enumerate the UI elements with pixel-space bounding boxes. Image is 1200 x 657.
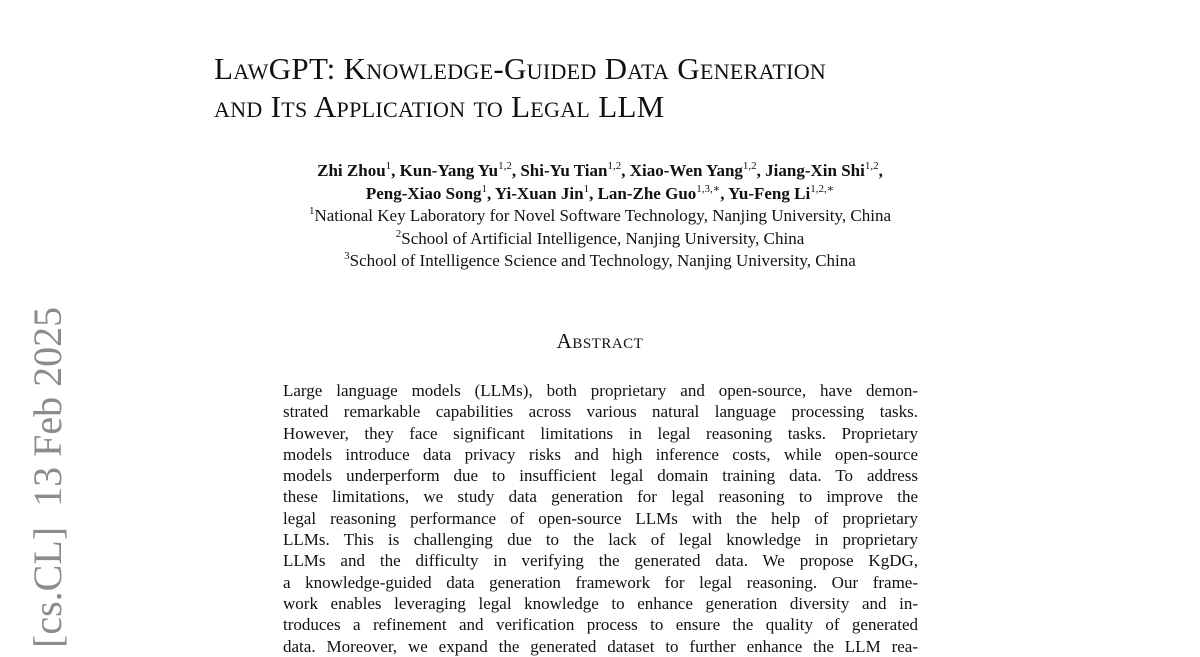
- arxiv-stamp: [25, 306, 70, 648]
- abstract-line: However, they face significant limitations in legal reasoning tasks. Proprietary: [283, 423, 918, 443]
- author-name: Zhi Zhou: [317, 161, 386, 180]
- title-line-1: LawGPT: Knowledge-Guided Data Generation: [214, 51, 827, 86]
- abstract-body: [283, 380, 918, 657]
- arxiv-date: 13 Feb 2025: [25, 306, 70, 507]
- abstract-line: LLMs. This is challenging due to the lack of legal knowledge in proprietary: [283, 530, 918, 550]
- arxiv-category: [cs.CL]: [25, 526, 70, 648]
- abstract-line: work enables leveraging legal knowledge to enhance generation diversity and in-: [283, 593, 918, 613]
- abstract-heading: Abstract: [556, 329, 644, 353]
- affiliation: [150, 250, 1050, 273]
- author-affil-sup: 1,2: [864, 160, 879, 172]
- title-line-2: and Its Application to Legal LLM: [214, 89, 665, 124]
- author-affil-sup: 1,2: [498, 160, 512, 172]
- author-affil-sup: 1: [385, 160, 392, 172]
- abstract-line: legal reasoning performance of open-source LLMs with the help of proprietary: [283, 508, 918, 528]
- author-line-1: [150, 160, 1050, 183]
- affiliation-text: National Key Laboratory for Novel Software Technology, Nanjing University, China: [314, 206, 891, 225]
- affiliation: [150, 228, 1050, 251]
- author-name: Jiang-Xin Shi: [765, 161, 865, 180]
- affiliation-text: School of Artificial Intelligence, Nanjing University, China: [401, 228, 805, 248]
- author-affil-sup: 1,2: [742, 160, 757, 172]
- abstract-line: LLMs and the difficulty in verifying the generated data. We propose KgDG,: [283, 551, 918, 571]
- paper-title: [214, 50, 1034, 126]
- author-name: Xiao-Wen Yang: [629, 161, 743, 180]
- affiliation-text: School of Intelligence Science and Technology, Nanjing University, China: [349, 251, 856, 270]
- abstract-line: models underperform due to insufficient legal domain training data. To address: [283, 466, 918, 486]
- author-block: [150, 160, 1050, 273]
- author-separator: ,: [589, 183, 598, 203]
- author-separator: ,: [756, 161, 766, 180]
- affiliation: [150, 205, 1050, 228]
- abstract-line: data. Moreover, we expand the generated dataset to further enhance the LLM rea-: [283, 636, 918, 656]
- abstract-line: a knowledge-guided data generation framework for legal reasoning. Our frame-: [283, 572, 918, 592]
- author-name: Lan-Zhe Guo: [597, 183, 697, 203]
- author-name: Yu-Feng Li: [728, 183, 811, 203]
- author-affil-sup: 1,2,∗: [810, 182, 835, 195]
- abstract-line: models introduce data privacy risks and high inference costs, while open-source: [283, 444, 918, 464]
- author-separator: ,: [391, 161, 400, 180]
- author-name: Shi-Yu Tian: [520, 161, 608, 180]
- affiliation-sup: 2: [395, 227, 402, 240]
- affiliation-sup: 1: [308, 205, 315, 217]
- author-affil-sup: 1: [481, 182, 488, 195]
- author-name: Yi-Xuan Jin: [494, 183, 584, 203]
- affiliation-sup: 3: [344, 250, 350, 262]
- author-affil-sup: 1,3,∗: [696, 182, 721, 195]
- abstract-line: strated remarkable capabilities across various natural language processing tasks.: [283, 402, 918, 422]
- author-line-2: [150, 183, 1050, 206]
- author-separator: ,: [621, 161, 630, 180]
- author-separator: ,: [720, 183, 729, 203]
- author-separator: ,: [487, 183, 495, 203]
- abstract-line: Large language models (LLMs), both proprietary and open-source, have demon-: [283, 381, 918, 400]
- author-separator: ,: [511, 161, 521, 180]
- author-affil-sup: 1,2: [607, 160, 622, 172]
- author-separator: ,: [878, 161, 883, 180]
- abstract-line: these limitations, we study data generation for legal reasoning to improve the: [283, 487, 918, 507]
- author-name: Kun-Yang Yu: [399, 161, 499, 180]
- author-affil-sup: 1: [583, 182, 590, 195]
- abstract-line: troduces a refinement and verification process to ensure the quality of generated: [283, 615, 918, 635]
- author-name: Peng-Xiao Song: [365, 183, 482, 203]
